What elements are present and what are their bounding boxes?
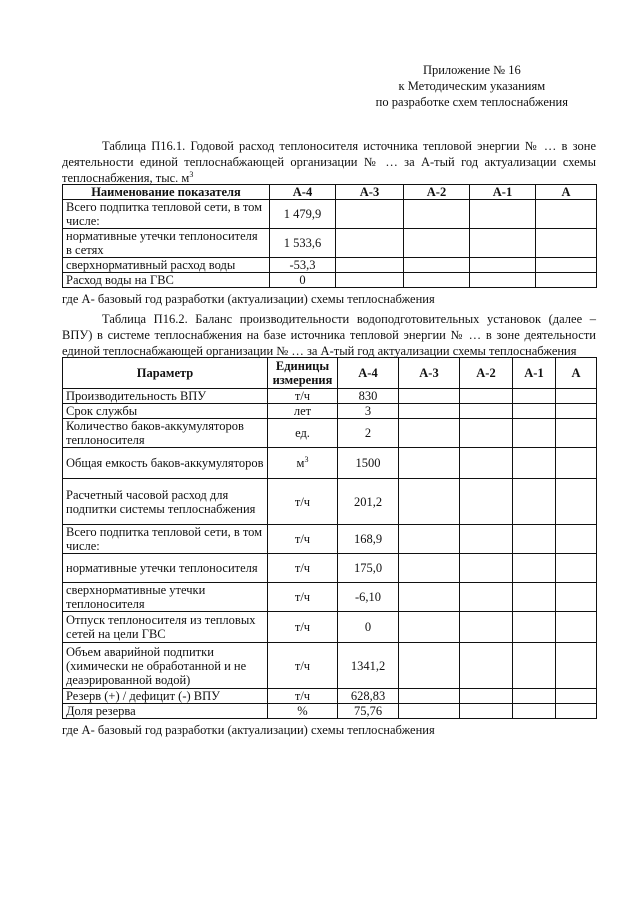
row-label: Резерв (+) / дефицит (-) ВПУ [63, 689, 268, 704]
unit-cell: т/ч [268, 389, 338, 404]
table-row [63, 689, 597, 704]
table-row [63, 583, 597, 612]
value-a4: 168,9 [338, 525, 399, 554]
table-row [63, 525, 597, 554]
table2-note: где А- базовый год разработки (актуализации) схемы теплоснабжения [62, 723, 435, 737]
value-a4: 1341,2 [338, 643, 399, 689]
table2-header-unit: Единицы измерения [268, 358, 338, 389]
table2-header-a: А [556, 358, 597, 389]
unit-sup: 3 [304, 454, 309, 464]
unit-cell: т/ч [268, 583, 338, 612]
table1-header-a2: А-2 [404, 185, 470, 200]
unit-cell: % [268, 704, 338, 719]
unit-cell: ед. [268, 419, 338, 448]
table1-header-a3: А-3 [336, 185, 404, 200]
row-label: Отпуск теплоносителя из тепловых сетей на цели ГВС [63, 612, 268, 643]
value-a4: 830 [338, 389, 399, 404]
row-label: Производительность ВПУ [63, 389, 268, 404]
value-a4: 0 [338, 612, 399, 643]
table2-header-a3: А-3 [399, 358, 460, 389]
value-a4: 2 [338, 419, 399, 448]
unit-text: м [296, 456, 305, 470]
appendix-header [376, 62, 568, 110]
row-label: Количество баков-аккумуляторов теплоносителя [63, 419, 268, 448]
table2-header-param: Параметр [63, 358, 268, 389]
table2 [62, 357, 597, 719]
table1-caption [62, 138, 596, 186]
table-row [63, 229, 597, 258]
table-row [63, 419, 597, 448]
unit-cell: т/ч [268, 643, 338, 689]
value-a4: 3 [338, 404, 399, 419]
table2-header-a1: А-1 [513, 358, 556, 389]
table1-header-name: Наименование показателя [63, 185, 270, 200]
value-a4: 0 [270, 273, 336, 288]
table-row [63, 389, 597, 404]
table1-caption-sup: 3 [189, 169, 194, 179]
value-a4: -53,3 [270, 258, 336, 273]
table1-caption-text: Таблица П16.1. Годовой расход теплоносителя источника тепловой энергии № … в зоне деятельности единой теплоснабжающей организации № … за А-тый год актуализации схемы теплоснабжения, тыс. м [62, 139, 596, 185]
table1-note: где А- базовый год разработки (актуализации) схемы теплоснабжения [62, 292, 435, 306]
table-row [63, 554, 597, 583]
appendix-number: Приложение № 16 [422, 63, 521, 77]
value-a4: 1 479,9 [270, 200, 336, 229]
table1 [62, 184, 597, 288]
unit-cell: т/ч [268, 554, 338, 583]
table-row [63, 643, 597, 689]
value-a4: 175,0 [338, 554, 399, 583]
table2-header-row [63, 358, 597, 389]
table2-header-a4: А-4 [338, 358, 399, 389]
table-row [63, 200, 597, 229]
row-label: нормативные утечки теплоносителя [63, 554, 268, 583]
table1-header-a: А [536, 185, 597, 200]
table2-caption-text: Таблица П16.2. Баланс производительности водоподготовительных установок (далее – ВПУ) в системе теплоснабжения на базе источника тепловой энергии № … в зоне деятельности единой теплоснабжающей организации № … за А-тый год актуализации схемы теплоснабжения [62, 312, 596, 358]
table-row [63, 258, 597, 273]
table-row [63, 448, 597, 479]
row-label: сверхнормативные утечки теплоносителя [63, 583, 268, 612]
value-a4: 1500 [338, 448, 399, 479]
row-label: сверхнормативный расход воды [63, 258, 270, 273]
row-label: нормативные утечки теплоносителя в сетях [63, 229, 270, 258]
row-label: Расход воды на ГВС [63, 273, 270, 288]
value-a4: 1 533,6 [270, 229, 336, 258]
table1-header-a1: А-1 [470, 185, 536, 200]
table1-header-row [63, 185, 597, 200]
unit-cell [268, 448, 338, 479]
value-a4: 201,2 [338, 479, 399, 525]
table2-header-a2: А-2 [460, 358, 513, 389]
unit-cell: т/ч [268, 689, 338, 704]
value-a4: -6,10 [338, 583, 399, 612]
row-label: Расчетный часовой расход для подпитки системы теплоснабжения [63, 479, 268, 525]
appendix-line-3: по разработке схем теплоснабжения [375, 95, 568, 109]
table1-header-a4: А-4 [270, 185, 336, 200]
table-row [63, 404, 597, 419]
unit-cell: т/ч [268, 525, 338, 554]
unit-cell: лет [268, 404, 338, 419]
table-row [63, 479, 597, 525]
value-a4: 75,76 [338, 704, 399, 719]
row-label: Всего подпитка тепловой сети, в том числе: [63, 525, 268, 554]
table-row [63, 273, 597, 288]
row-label: Всего подпитка тепловой сети, в том числе: [63, 200, 270, 229]
row-label: Общая емкость баков-аккумуляторов [63, 448, 268, 479]
table-row [63, 704, 597, 719]
unit-cell: т/ч [268, 612, 338, 643]
row-label: Срок службы [63, 404, 268, 419]
value-a4: 628,83 [338, 689, 399, 704]
unit-cell: т/ч [268, 479, 338, 525]
appendix-line-2: к Методическим указаниям [398, 79, 546, 93]
row-label: Объем аварийной подпитки (химически не обработанной и не деаэрированной водой) [63, 643, 268, 689]
table-row [63, 612, 597, 643]
row-label: Доля резерва [63, 704, 268, 719]
table2-caption [62, 311, 596, 359]
